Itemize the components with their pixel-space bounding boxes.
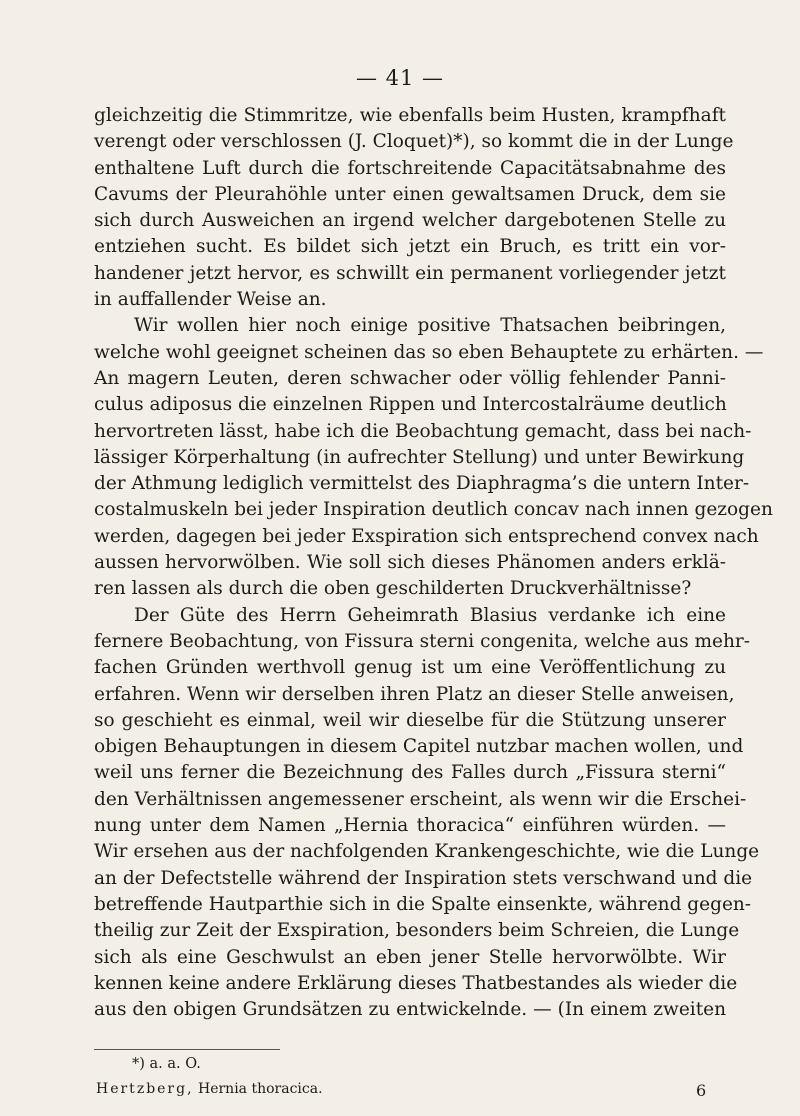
text-line: verengt oder verschlossen (J. Cloquet)*), so kommt die in der Lunge <box>94 131 734 153</box>
page-number: — 41 — <box>355 66 445 90</box>
text-line: entziehen sucht. Es bildet sich jetzt ein Bruch, es tritt ein vor- <box>94 236 726 258</box>
text-line: theilig zur Zeit der Exspiration, besonders beim Schreien, die Lunge <box>94 920 740 942</box>
text-line: ren lassen als durch die oben geschilderten Druckverhältnisse? <box>94 578 692 600</box>
text-line: lässiger Körperhaltung (in aufrechter Stellung) und unter Bewirkung <box>94 446 745 468</box>
text-line: an der Defectstelle während der Inspiration stets verschwand und die <box>94 867 753 889</box>
footnote-divider <box>94 1049 280 1050</box>
text-line: fernere Beobachtung, von Fissura sterni congenita, welche aus mehr- <box>94 630 750 652</box>
text-line: aussen hervorwölben. Wie soll sich dieses Phänomen anders erklä- <box>94 552 726 574</box>
text-line: fachen Gründen werthvoll genug ist um eine Veröffentlichung zu <box>94 657 726 679</box>
body-text <box>94 103 773 1023</box>
text-line: costalmuskeln bei jeder Inspiration deutlich concav nach innen gezogen <box>94 499 773 521</box>
text-line: sich als eine Geschwulst an eben jener Stelle hervorwölbte. Wir <box>94 946 726 968</box>
text-line: gleichzeitig die Stimmritze, wie ebenfalls beim Husten, krampfhaft <box>94 105 726 126</box>
text-line: in auffallender Weise an. <box>94 289 327 311</box>
text-line: sich durch Ausweichen an irgend welcher dargebotenen Stelle zu <box>94 210 726 232</box>
footnote: *) a. a. O. <box>132 1056 201 1072</box>
text-line: Cavums der Pleurahöhle unter einen gewaltsamen Druck, dem sie <box>94 183 726 205</box>
text-line: welche wohl geeignet scheinen das so eben Behauptete zu erhärten. — <box>94 341 764 363</box>
footer-author: Hertzberg, <box>96 1081 194 1097</box>
footer-title: Hernia thoracica. <box>198 1081 323 1097</box>
text-line: aus den obigen Grundsätzen zu entwickelnde. — (In einem zweiten <box>94 999 726 1021</box>
text-line: betreffende Hautparthie sich in die Spalte einsenkte, während gegen- <box>94 893 752 915</box>
text-line: Wir ersehen aus der nachfolgenden Krankengeschichte, wie die Lunge <box>94 841 760 863</box>
printer-signature-mark: 6 <box>696 1081 707 1100</box>
text-line: der Athmung lediglich vermittelst des Diaphragma’s die untern Inter- <box>94 473 750 495</box>
running-footer <box>96 1081 323 1097</box>
text-line: erfahren. Wenn wir derselben ihren Platz an dieser Stelle anweisen, <box>94 683 735 705</box>
text-line: so geschieht es einmal, weil wir dieselbe für die Stützung unserer <box>94 709 726 731</box>
text-line: enthaltene Luft durch die fortschreitende Capacitätsabnahme des <box>94 157 726 179</box>
text-line: Der Güte des Herrn Geheimrath Blasius verdanke ich eine <box>134 604 726 626</box>
text-line: kennen keine andere Erklärung dieses Thatbestandes als wieder die <box>94 972 738 994</box>
text-line: nung unter dem Namen „Hernia thoracica“ einführen würden. — <box>94 815 726 837</box>
text-line: weil uns ferner die Bezeichnung des Falles durch „Fissura sterni“ <box>94 762 726 784</box>
text-line: handener jetzt hervor, es schwillt ein permanent vorliegender jetzt <box>94 262 726 284</box>
text-line: culus adiposus die einzelnen Rippen und Intercostalräume deutlich <box>94 394 727 416</box>
text-line: An magern Leuten, deren schwacher oder völlig fehlender Panni- <box>94 367 726 389</box>
text-line: Wir wollen hier noch einige positive Thatsachen beibringen, <box>134 315 726 337</box>
text-line: obigen Behauptungen in diesem Capitel nutzbar machen wollen, und <box>94 736 744 758</box>
text-line: den Verhältnissen angemessener erscheint, als wenn wir die Erschei- <box>94 788 747 810</box>
text-line: hervortreten lässt, habe ich die Beobachtung gemacht, dass bei nach- <box>94 420 752 442</box>
text-line: werden, dagegen bei jeder Exspiration sich entsprechend convex nach <box>94 525 759 547</box>
